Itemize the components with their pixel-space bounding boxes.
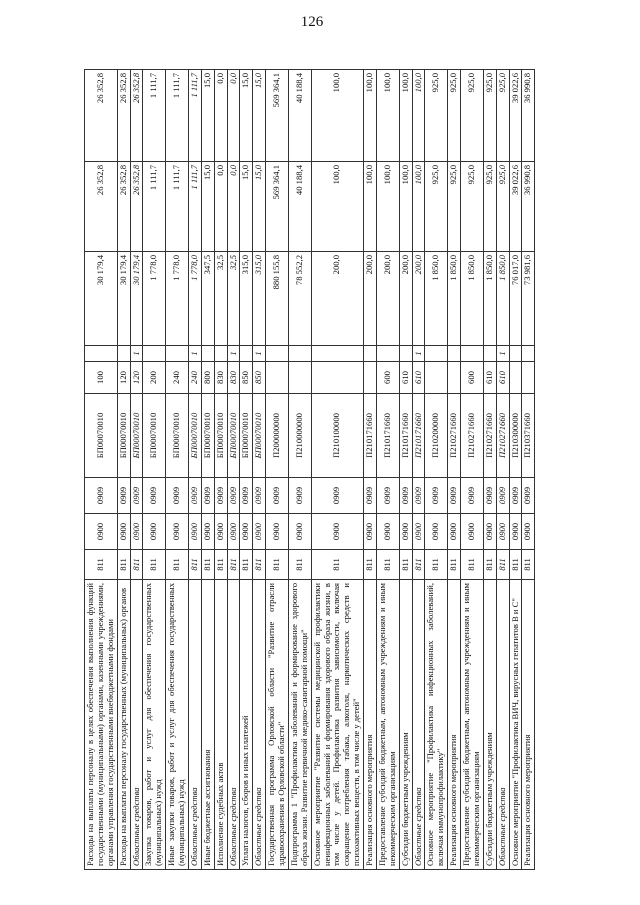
section-code: 0900	[117, 514, 130, 550]
section-code: 0900	[364, 514, 377, 550]
grbs-code: 811	[522, 550, 535, 580]
target-article-code: БП00070010	[117, 394, 130, 478]
amount-year-1: 880 155,8	[266, 252, 289, 346]
amount-year-1: 200,0	[376, 252, 399, 346]
grbs-code: 811	[496, 550, 509, 580]
budget-source-code	[448, 346, 461, 362]
section-code: 0900	[227, 514, 240, 550]
amount-year-2: 925,0	[496, 162, 509, 252]
amount-year-2: 100,0	[412, 162, 425, 252]
target-article-code: П210171660	[399, 394, 412, 478]
amount-year-2: 15,0	[201, 162, 214, 252]
amount-year-1: 1 850,0	[448, 252, 461, 346]
subsection-code: 0909	[376, 478, 399, 514]
table-row	[399, 70, 412, 870]
amount-year-3: 26 352,8	[85, 70, 118, 162]
expense-type-code	[288, 362, 311, 394]
grbs-code: 811	[288, 550, 311, 580]
subsection-code: 0909	[364, 478, 377, 514]
amount-year-2: 40 188,4	[288, 162, 311, 252]
target-article-code: БП00070010	[130, 394, 143, 478]
amount-year-3: 925,0	[461, 70, 484, 162]
section-code: 0900	[509, 514, 522, 550]
target-article-code: БП00070010	[188, 394, 201, 478]
subsection-code: 0909	[522, 478, 535, 514]
row-name: Подпрограмма 1 "Профилактика заболеваний и формирование здорового образа жизни. Развитие первичной медико-санитарной помощи"	[288, 580, 311, 870]
amount-year-1: 1 850,0	[483, 252, 496, 346]
target-article-code: П210200000	[425, 394, 448, 478]
section-code: 0900	[461, 514, 484, 550]
expense-type-code: 610	[399, 362, 412, 394]
target-article-code: П210171660	[364, 394, 377, 478]
expense-type-code: 100	[85, 362, 118, 394]
budget-source-code	[214, 346, 227, 362]
expense-type-code: 830	[227, 362, 240, 394]
row-name: Основное мероприятие "Профилактика инфекционных заболеваний, включая иммунопрофилактику"	[425, 580, 448, 870]
table-row	[130, 70, 143, 870]
budget-source-code: 1	[130, 346, 143, 362]
amount-year-1: 1 778,0	[166, 252, 189, 346]
amount-year-1: 315,0	[240, 252, 253, 346]
amount-year-2: 1 111,7	[143, 162, 166, 252]
target-article-code: П210271660	[483, 394, 496, 478]
row-name: Областные средства	[227, 580, 240, 870]
budget-source-code	[117, 346, 130, 362]
subsection-code: 0909	[117, 478, 130, 514]
row-name: Исполнение судебных актов	[214, 580, 227, 870]
budget-source-code	[266, 346, 289, 362]
amount-year-2: 26 352,8	[85, 162, 118, 252]
section-code: 0900	[188, 514, 201, 550]
subsection-code: 0909	[214, 478, 227, 514]
amount-year-1: 1 778,0	[143, 252, 166, 346]
subsection-code: 0909	[461, 478, 484, 514]
table-row	[412, 70, 425, 870]
table-row	[376, 70, 399, 870]
subsection-code: 0909	[201, 478, 214, 514]
grbs-code: 811	[448, 550, 461, 580]
subsection-code: 0909	[496, 478, 509, 514]
section-code: 0900	[399, 514, 412, 550]
budget-source-code: 1	[253, 346, 266, 362]
grbs-code: 811	[188, 550, 201, 580]
row-name: Иные закупки товаров, работ и услуг для обеспечения государственных (муниципальных) нужд	[166, 580, 189, 870]
target-article-code: БП00070010	[253, 394, 266, 478]
expense-type-code: 830	[214, 362, 227, 394]
table-row	[311, 70, 363, 870]
budget-table-body	[85, 70, 535, 870]
amount-year-2: 100,0	[399, 162, 412, 252]
budget-source-code	[85, 346, 118, 362]
budget-source-code	[483, 346, 496, 362]
target-article-code: БП00070010	[201, 394, 214, 478]
budget-source-code	[461, 346, 484, 362]
budget-table	[84, 69, 535, 870]
target-article-code: П200000000	[266, 394, 289, 478]
amount-year-2: 925,0	[483, 162, 496, 252]
subsection-code: 0909	[412, 478, 425, 514]
target-article-code: БП00070010	[166, 394, 189, 478]
grbs-code: 811	[509, 550, 522, 580]
grbs-code: 811	[85, 550, 118, 580]
section-code: 0900	[266, 514, 289, 550]
grbs-code: 811	[461, 550, 484, 580]
grbs-code: 811	[399, 550, 412, 580]
rotated-content	[30, 40, 600, 900]
section-code: 0900	[143, 514, 166, 550]
amount-year-1: 73 981,6	[522, 252, 535, 346]
expense-type-code: 850	[253, 362, 266, 394]
target-article-code: БП00070010	[227, 394, 240, 478]
expense-type-code	[448, 362, 461, 394]
expense-type-code: 600	[376, 362, 399, 394]
row-name: Областные средства	[253, 580, 266, 870]
grbs-code: 811	[266, 550, 289, 580]
table-row	[188, 70, 201, 870]
budget-source-code: 1	[412, 346, 425, 362]
section-code: 0900	[311, 514, 363, 550]
amount-year-1: 76 017,0	[509, 252, 522, 346]
amount-year-1: 200,0	[399, 252, 412, 346]
section-code: 0900	[483, 514, 496, 550]
subsection-code: 0909	[483, 478, 496, 514]
amount-year-2: 26 352,8	[117, 162, 130, 252]
expense-type-code: 800	[201, 362, 214, 394]
section-code: 0900	[201, 514, 214, 550]
amount-year-1: 1 850,0	[496, 252, 509, 346]
table-row	[509, 70, 522, 870]
amount-year-2: 100,0	[364, 162, 377, 252]
grbs-code: 811	[214, 550, 227, 580]
budget-source-code	[425, 346, 448, 362]
subsection-code: 0909	[509, 478, 522, 514]
amount-year-2: 0,0	[214, 162, 227, 252]
budget-source-code	[201, 346, 214, 362]
amount-year-3: 100,0	[412, 70, 425, 162]
amount-year-2: 26 352,8	[130, 162, 143, 252]
amount-year-2: 925,0	[425, 162, 448, 252]
amount-year-1: 32,5	[214, 252, 227, 346]
target-article-code: БП00070010	[143, 394, 166, 478]
grbs-code: 811	[483, 550, 496, 580]
amount-year-1: 200,0	[412, 252, 425, 346]
budget-source-code: 1	[188, 346, 201, 362]
subsection-code: 0909	[288, 478, 311, 514]
subsection-code: 0909	[240, 478, 253, 514]
row-name: Областные средства	[496, 580, 509, 870]
subsection-code: 0909	[448, 478, 461, 514]
expense-type-code	[364, 362, 377, 394]
amount-year-3: 925,0	[496, 70, 509, 162]
row-name: Субсидии бюджетным учреждениям	[483, 580, 496, 870]
row-name: Областные средства	[412, 580, 425, 870]
grbs-code: 811	[253, 550, 266, 580]
amount-year-3: 569 364,1	[266, 70, 289, 162]
grbs-code: 811	[412, 550, 425, 580]
row-name: Расходы на выплаты персоналу государственных (муниципальных) органов	[117, 580, 130, 870]
table-row	[448, 70, 461, 870]
budget-source-code	[240, 346, 253, 362]
subsection-code: 0909	[166, 478, 189, 514]
amount-year-1: 1 778,0	[188, 252, 201, 346]
target-article-code: П210371660	[522, 394, 535, 478]
target-article-code: П210271660	[496, 394, 509, 478]
amount-year-3: 100,0	[311, 70, 363, 162]
expense-type-code: 120	[117, 362, 130, 394]
amount-year-3: 925,0	[483, 70, 496, 162]
grbs-code: 811	[117, 550, 130, 580]
table-row	[288, 70, 311, 870]
section-code: 0900	[425, 514, 448, 550]
amount-year-3: 1 111,7	[188, 70, 201, 162]
amount-year-3: 0,0	[214, 70, 227, 162]
grbs-code: 811	[311, 550, 363, 580]
table-row	[227, 70, 240, 870]
row-name: Предоставление субсидий бюджетным, автономным учреждениям и иным некоммерческим организациям	[461, 580, 484, 870]
row-name: Реализация основного мероприятия	[448, 580, 461, 870]
row-name: Основное мероприятие "Профилактика ВИЧ, вирусных гепатитов В и С"	[509, 580, 522, 870]
amount-year-1: 200,0	[311, 252, 363, 346]
target-article-code: П210271660	[448, 394, 461, 478]
amount-year-1: 78 552,2	[288, 252, 311, 346]
table-row	[85, 70, 118, 870]
budget-source-code: 1	[496, 346, 509, 362]
amount-year-3: 925,0	[448, 70, 461, 162]
amount-year-1: 347,5	[201, 252, 214, 346]
amount-year-2: 15,0	[253, 162, 266, 252]
amount-year-3: 26 352,8	[130, 70, 143, 162]
section-code: 0900	[214, 514, 227, 550]
row-name: Уплата налогов, сборов и иных платежей	[240, 580, 253, 870]
table-row	[117, 70, 130, 870]
expense-type-code	[522, 362, 535, 394]
budget-source-code	[364, 346, 377, 362]
expense-type-code: 240	[188, 362, 201, 394]
amount-year-1: 1 850,0	[425, 252, 448, 346]
amount-year-2: 100,0	[376, 162, 399, 252]
amount-year-3: 26 352,8	[117, 70, 130, 162]
amount-year-3: 1 111,7	[143, 70, 166, 162]
table-row	[266, 70, 289, 870]
subsection-code: 0909	[130, 478, 143, 514]
amount-year-3: 15,0	[253, 70, 266, 162]
amount-year-2: 100,0	[311, 162, 363, 252]
amount-year-2: 36 990,8	[522, 162, 535, 252]
table-row	[461, 70, 484, 870]
row-name: Расходы на выплаты персоналу в целях обеспечения выполнения функций государственными (муниципальными) органами, казенными учреждениями, органами управления государственными внебюджетными фондами	[85, 580, 118, 870]
target-article-code: П210171660	[412, 394, 425, 478]
amount-year-2: 0,0	[227, 162, 240, 252]
expense-type-code	[266, 362, 289, 394]
expense-type-code	[509, 362, 522, 394]
amount-year-1: 30 179,4	[85, 252, 118, 346]
subsection-code: 0909	[253, 478, 266, 514]
section-code: 0900	[496, 514, 509, 550]
grbs-code: 811	[425, 550, 448, 580]
amount-year-1: 200,0	[364, 252, 377, 346]
row-name: Реализация основного мероприятия	[522, 580, 535, 870]
amount-year-3: 15,0	[201, 70, 214, 162]
section-code: 0900	[85, 514, 118, 550]
target-article-code: П210100000	[311, 394, 363, 478]
row-name: Областные средства	[188, 580, 201, 870]
amount-year-3: 925,0	[425, 70, 448, 162]
budget-source-code	[311, 346, 363, 362]
expense-type-code: 610	[483, 362, 496, 394]
row-name: Закупка товаров, работ и услуг для обеспечения государственных (муниципальных) нужд	[143, 580, 166, 870]
amount-year-2: 569 364,1	[266, 162, 289, 252]
amount-year-3: 36 990,8	[522, 70, 535, 162]
expense-type-code: 120	[130, 362, 143, 394]
table-row	[496, 70, 509, 870]
table-row	[253, 70, 266, 870]
amount-year-3: 39 022,6	[509, 70, 522, 162]
table-row	[201, 70, 214, 870]
grbs-code: 811	[166, 550, 189, 580]
target-article-code: БП00070010	[85, 394, 118, 478]
expense-type-code: 240	[166, 362, 189, 394]
amount-year-2: 1 111,7	[166, 162, 189, 252]
amount-year-1: 1 850,0	[461, 252, 484, 346]
expense-type-code: 610	[496, 362, 509, 394]
subsection-code: 0909	[188, 478, 201, 514]
grbs-code: 811	[227, 550, 240, 580]
table-row	[214, 70, 227, 870]
amount-year-3: 100,0	[376, 70, 399, 162]
grbs-code: 811	[143, 550, 166, 580]
row-name: Областные средства	[130, 580, 143, 870]
amount-year-1: 315,0	[253, 252, 266, 346]
expense-type-code: 200	[143, 362, 166, 394]
row-name: Предоставление субсидий бюджетным, автономным учреждениям и иным некоммерческим организациям	[376, 580, 399, 870]
section-code: 0900	[166, 514, 189, 550]
expense-type-code	[311, 362, 363, 394]
row-name: Основное мероприятие "Развитие системы медицинской профилактики неинфекционных заболеваний и формирования здорового образа жизни, в том числе у детей. Профилактика развития зависимости, включая сокращение потребления табака, алкоголя, наркотических средств и психоактивных веществ, в том числе у детей"	[311, 580, 363, 870]
target-article-code: БП00070010	[214, 394, 227, 478]
grbs-code: 811	[130, 550, 143, 580]
amount-year-2: 1 111,7	[188, 162, 201, 252]
section-code: 0900	[130, 514, 143, 550]
table-row	[483, 70, 496, 870]
amount-year-1: 30 179,4	[130, 252, 143, 346]
rotated-page-area	[30, 40, 600, 900]
row-name: Субсидии бюджетным учреждениям	[399, 580, 412, 870]
section-code: 0900	[522, 514, 535, 550]
amount-year-3: 0,0	[227, 70, 240, 162]
budget-source-code	[399, 346, 412, 362]
table-row	[143, 70, 166, 870]
grbs-code: 811	[201, 550, 214, 580]
budget-source-code: 1	[227, 346, 240, 362]
target-article-code: БП00070010	[240, 394, 253, 478]
amount-year-3: 15,0	[240, 70, 253, 162]
amount-year-2: 925,0	[461, 162, 484, 252]
subsection-code: 0909	[143, 478, 166, 514]
grbs-code: 811	[240, 550, 253, 580]
section-code: 0900	[240, 514, 253, 550]
target-article-code: П210171660	[376, 394, 399, 478]
row-name: Реализация основного мероприятия	[364, 580, 377, 870]
amount-year-2: 15,0	[240, 162, 253, 252]
subsection-code: 0909	[425, 478, 448, 514]
section-code: 0900	[448, 514, 461, 550]
table-row	[166, 70, 189, 870]
expense-type-code	[425, 362, 448, 394]
amount-year-2: 39 022,6	[509, 162, 522, 252]
amount-year-3: 40 188,4	[288, 70, 311, 162]
page-number: 126	[300, 14, 324, 30]
budget-source-code	[166, 346, 189, 362]
amount-year-3: 100,0	[399, 70, 412, 162]
row-name: Государственная программа Орловской области "Развитие отрасли здравоохранения в Орловской области"	[266, 580, 289, 870]
table-row	[364, 70, 377, 870]
expense-type-code: 610	[412, 362, 425, 394]
table-row	[522, 70, 535, 870]
subsection-code: 0909	[85, 478, 118, 514]
section-code: 0900	[412, 514, 425, 550]
budget-source-code	[509, 346, 522, 362]
target-article-code: П210000000	[288, 394, 311, 478]
grbs-code: 811	[364, 550, 377, 580]
amount-year-1: 30 179,4	[117, 252, 130, 346]
section-code: 0900	[288, 514, 311, 550]
subsection-code: 0909	[399, 478, 412, 514]
amount-year-3: 1 111,7	[166, 70, 189, 162]
amount-year-2: 925,0	[448, 162, 461, 252]
expense-type-code: 850	[240, 362, 253, 394]
subsection-code: 0909	[311, 478, 363, 514]
subsection-code: 0909	[227, 478, 240, 514]
amount-year-1: 32,5	[227, 252, 240, 346]
budget-source-code	[376, 346, 399, 362]
target-article-code: П210300000	[509, 394, 522, 478]
section-code: 0900	[253, 514, 266, 550]
expense-type-code: 600	[461, 362, 484, 394]
amount-year-3: 100,0	[364, 70, 377, 162]
budget-source-code	[522, 346, 535, 362]
table-row	[240, 70, 253, 870]
row-name: Иные бюджетные ассигнования	[201, 580, 214, 870]
budget-source-code	[288, 346, 311, 362]
target-article-code: П210271660	[461, 394, 484, 478]
grbs-code: 811	[376, 550, 399, 580]
section-code: 0900	[376, 514, 399, 550]
budget-source-code	[143, 346, 166, 362]
table-row	[425, 70, 448, 870]
subsection-code: 0909	[266, 478, 289, 514]
